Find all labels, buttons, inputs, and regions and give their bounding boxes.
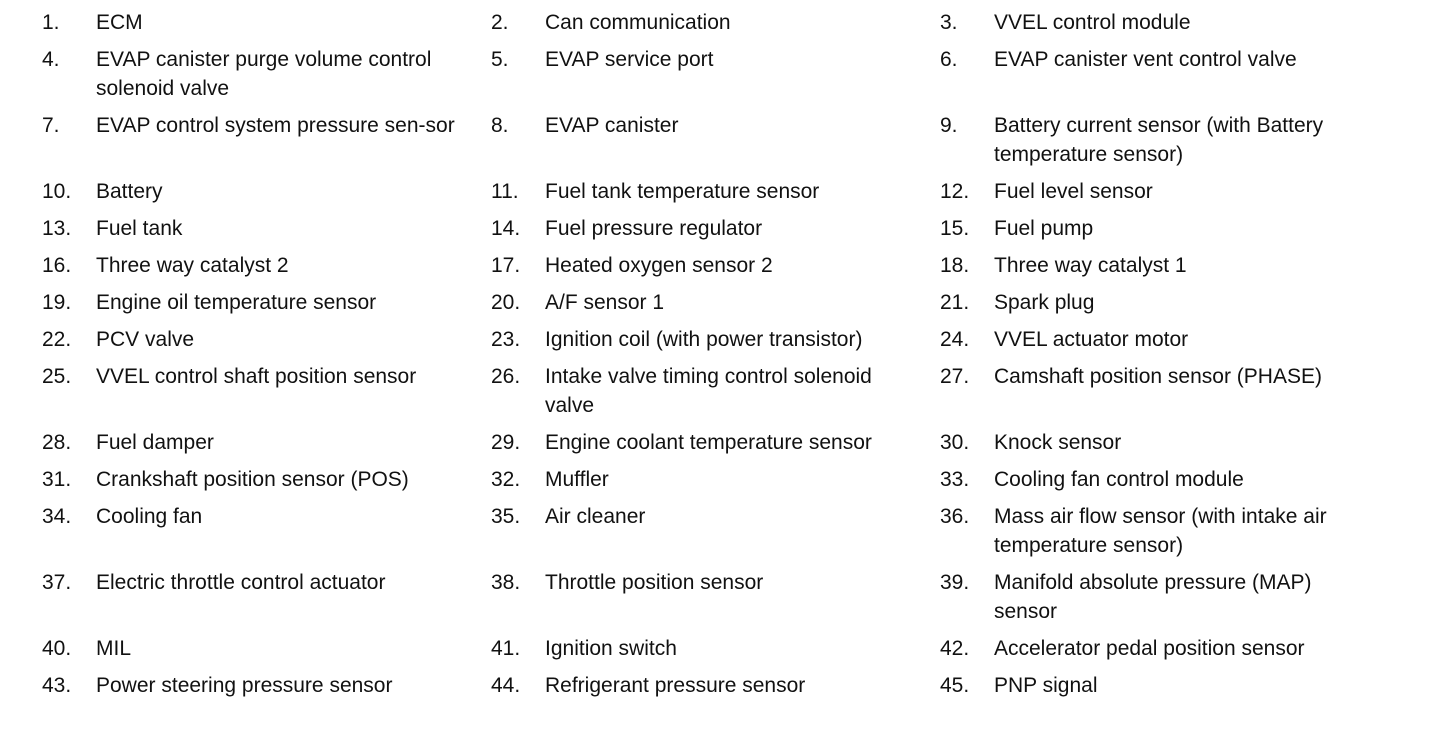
legend-item-number: 20.	[491, 291, 521, 314]
legend-item-label: Cooling fan	[96, 505, 203, 528]
legend-item	[491, 325, 940, 362]
legend-item-label: Fuel level sensor	[994, 180, 1153, 203]
legend-item-number: 29.	[491, 431, 521, 454]
legend-item	[940, 428, 1382, 465]
legend-item-number: 1.	[42, 11, 60, 34]
legend-item	[940, 45, 1382, 111]
legend-item-label: Knock sensor	[994, 431, 1122, 454]
legend-item-number: 4.	[42, 48, 60, 71]
legend-item-label: Crankshaft position sensor (POS)	[96, 468, 409, 491]
legend-item-number: 6.	[940, 48, 958, 71]
legend-item-label: Spark plug	[994, 291, 1095, 314]
legend-item-label: Intake valve timing control solenoid valve	[545, 365, 872, 417]
legend-item-number: 25.	[42, 365, 72, 388]
legend-item-number: 18.	[940, 254, 970, 277]
legend-item-number: 10.	[42, 180, 72, 203]
legend-item	[491, 362, 940, 428]
legend-item-number: 37.	[42, 571, 72, 594]
legend-item	[940, 325, 1382, 362]
legend-item	[491, 288, 940, 325]
legend-item-number: 40.	[42, 637, 72, 660]
legend-item	[491, 428, 940, 465]
legend-item-number: 32.	[491, 468, 521, 491]
legend-item-number: 12.	[940, 180, 970, 203]
legend-item-label: EVAP canister purge volume control solenoid valve	[96, 48, 432, 100]
legend-item	[491, 111, 940, 177]
legend-item	[491, 568, 940, 634]
legend-item	[491, 251, 940, 288]
legend-item-label: Engine oil temperature sensor	[96, 291, 377, 314]
legend-item-label: EVAP canister vent control valve	[994, 48, 1297, 71]
legend-item-label: PCV valve	[96, 328, 195, 351]
legend-item-number: 45.	[940, 674, 970, 697]
legend-item-number: 41.	[491, 637, 521, 660]
legend-item-number: 17.	[491, 254, 521, 277]
legend-item-label: Three way catalyst 2	[96, 254, 289, 277]
legend-item-label: Throttle position sensor	[545, 571, 764, 594]
legend-item-label: Three way catalyst 1	[994, 254, 1187, 277]
legend-item-label: Manifold absolute pressure (MAP) sensor	[994, 571, 1312, 623]
legend-item-label: VVEL actuator motor	[994, 328, 1189, 351]
legend-item-number: 13.	[42, 217, 72, 240]
legend-item	[42, 634, 491, 671]
legend-item-label: Ignition switch	[545, 637, 677, 660]
legend-item-number: 8.	[491, 114, 509, 137]
legend-item	[491, 177, 940, 214]
legend-item	[491, 502, 940, 568]
legend-item-label: Fuel pump	[994, 217, 1094, 240]
legend-item-label: Fuel tank	[96, 217, 183, 240]
legend-item-label: Mass air flow sensor (with intake air temperature sensor)	[994, 505, 1327, 557]
legend-item	[491, 8, 940, 45]
legend-item-label: Engine coolant temperature sensor	[545, 431, 872, 454]
legend-item-label: Air cleaner	[545, 505, 646, 528]
legend-item-label: ECM	[96, 11, 143, 34]
legend-item-number: 23.	[491, 328, 521, 351]
legend-item-label: Electric throttle control actuator	[96, 571, 386, 594]
legend-item-number: 39.	[940, 571, 970, 594]
legend-item-number: 15.	[940, 217, 970, 240]
legend-item-number: 14.	[491, 217, 521, 240]
legend-item-number: 31.	[42, 468, 72, 491]
legend-item-number: 11.	[491, 180, 519, 203]
legend-item-label: Heated oxygen sensor 2	[545, 254, 773, 277]
legend-item-number: 16.	[42, 254, 72, 277]
legend-item-number: 22.	[42, 328, 72, 351]
legend-item-number: 26.	[491, 365, 521, 388]
legend-item-number: 5.	[491, 48, 509, 71]
legend-item-label: Cooling fan control module	[994, 468, 1244, 491]
legend-item-label: PNP signal	[994, 674, 1098, 697]
legend-item-number: 28.	[42, 431, 72, 454]
legend-item-number: 43.	[42, 674, 72, 697]
legend-item-label: Power steering pressure sensor	[96, 674, 393, 697]
legend-item	[42, 288, 491, 325]
legend-item-label: Refrigerant pressure sensor	[545, 674, 806, 697]
legend-item	[42, 251, 491, 288]
legend-item-label: EVAP canister	[545, 114, 679, 137]
legend-item	[42, 177, 491, 214]
legend-item-label: Camshaft position sensor (PHASE)	[994, 365, 1322, 388]
legend-item	[42, 428, 491, 465]
legend-item	[940, 671, 1382, 708]
legend-item-label: EVAP service port	[545, 48, 714, 71]
legend-item	[42, 362, 491, 428]
legend-item-label: VVEL control module	[994, 11, 1191, 34]
legend-item-label: Battery	[96, 180, 163, 203]
legend-item	[42, 111, 491, 177]
legend-item	[940, 111, 1382, 177]
legend-item-label: Can communication	[545, 11, 731, 34]
legend-item	[42, 325, 491, 362]
legend-item-number: 2.	[491, 11, 509, 34]
legend-item-number: 9.	[940, 114, 958, 137]
legend-item	[42, 671, 491, 708]
legend-item-label: MIL	[96, 637, 132, 660]
legend-item-label: Accelerator pedal position sensor	[994, 637, 1305, 660]
legend-item	[42, 45, 491, 111]
legend-item	[42, 568, 491, 634]
legend-item-number: 33.	[940, 468, 970, 491]
legend-item-label: VVEL control shaft position sensor	[96, 365, 417, 388]
legend-item	[491, 634, 940, 671]
legend-item-number: 24.	[940, 328, 970, 351]
legend-item-label: Fuel damper	[96, 431, 214, 454]
legend-item	[940, 465, 1382, 502]
legend-item	[491, 671, 940, 708]
legend-item	[940, 568, 1382, 634]
legend-item-number: 42.	[940, 637, 970, 660]
legend-item	[491, 214, 940, 251]
legend-item-number: 34.	[42, 505, 72, 528]
legend-item	[940, 502, 1382, 568]
legend-item	[42, 502, 491, 568]
legend-item-number: 35.	[491, 505, 521, 528]
legend-item-label: Battery current sensor (with Battery temperature sensor)	[994, 114, 1324, 166]
legend-item	[940, 8, 1382, 45]
legend-item	[940, 634, 1382, 671]
legend-item	[940, 251, 1382, 288]
legend-item-number: 3.	[940, 11, 958, 34]
legend-item-number: 27.	[940, 365, 970, 388]
legend-item-label: Muffler	[545, 468, 609, 491]
legend-item	[491, 465, 940, 502]
legend-item-label: Fuel pressure regulator	[545, 217, 763, 240]
legend-item	[42, 8, 491, 45]
legend-item	[940, 177, 1382, 214]
legend-item-number: 7.	[42, 114, 60, 137]
legend-item	[940, 214, 1382, 251]
legend-item-number: 38.	[491, 571, 521, 594]
legend-item-label: A/F sensor 1	[545, 291, 665, 314]
legend-item-number: 19.	[42, 291, 72, 314]
legend-item-label: Fuel tank temperature sensor	[545, 180, 820, 203]
legend-item-number: 44.	[491, 674, 521, 697]
component-legend	[42, 8, 1382, 708]
legend-item-number: 30.	[940, 431, 970, 454]
legend-item	[42, 214, 491, 251]
legend-item	[42, 465, 491, 502]
legend-item	[940, 362, 1382, 428]
legend-item-label: Ignition coil (with power transistor)	[545, 328, 863, 351]
legend-item-number: 36.	[940, 505, 970, 528]
legend-item	[940, 288, 1382, 325]
legend-item-number: 21.	[940, 291, 970, 314]
legend-item	[491, 45, 940, 111]
legend-item-label: EVAP control system pressure sen-sor	[96, 114, 455, 137]
